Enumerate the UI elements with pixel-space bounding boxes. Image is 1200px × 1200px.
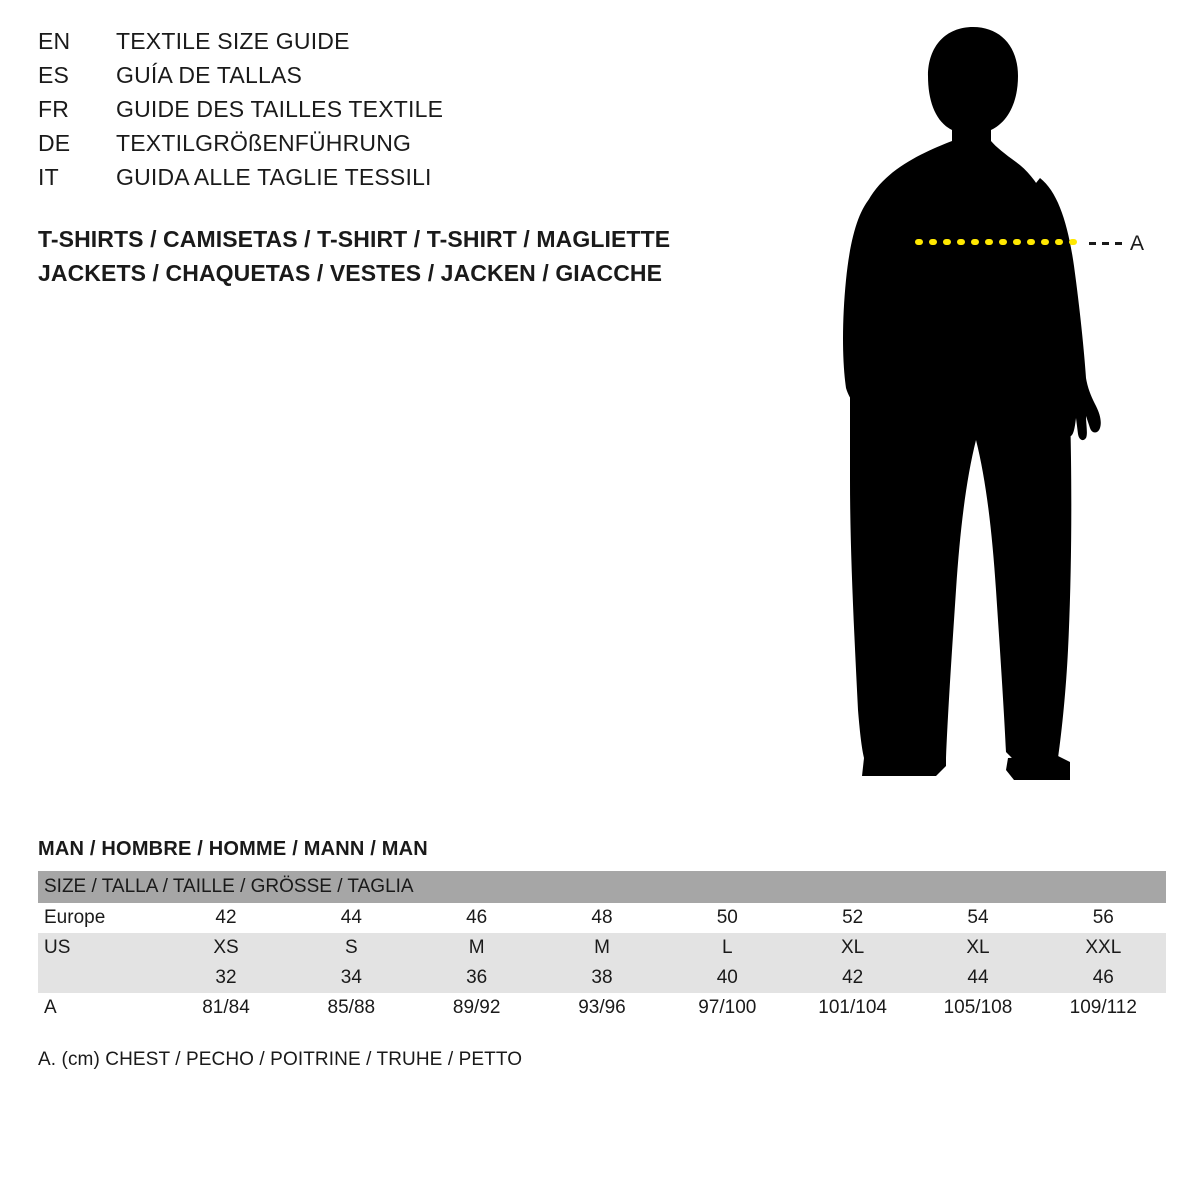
language-row — [38, 96, 738, 130]
table-cell: XL — [915, 933, 1040, 963]
measure-label-a: A — [1130, 232, 1145, 255]
language-code: ES — [38, 62, 70, 88]
table-title-man: MAN / HOMBRE / HOMME / MANN / MAN — [38, 838, 428, 860]
table-cell: 46 — [1041, 963, 1166, 993]
table-cell: 56 — [1041, 903, 1166, 933]
table-row — [38, 933, 1166, 963]
language-row — [38, 164, 738, 198]
table-cell: 97/100 — [665, 993, 790, 1023]
language-title: GUIDE DES TAILLES TEXTILE — [116, 96, 444, 122]
table-cell: 50 — [665, 903, 790, 933]
language-row — [38, 28, 738, 62]
table-cell: 44 — [915, 963, 1040, 993]
language-list — [38, 28, 738, 198]
table-cell: 105/108 — [915, 993, 1040, 1023]
size-table-section — [38, 838, 1166, 1071]
table-cell: S — [289, 933, 414, 963]
language-title: TEXTILE SIZE GUIDE — [116, 28, 350, 54]
table-cell: XL — [790, 933, 915, 963]
measure-leader-line — [1089, 242, 1123, 245]
table-row — [38, 993, 1166, 1023]
garment-categories — [38, 222, 798, 290]
table-cell: XXL — [1041, 933, 1166, 963]
table-cell: 42 — [163, 903, 288, 933]
table-cell: M — [414, 933, 539, 963]
table-cell: M — [539, 933, 664, 963]
table-row — [38, 903, 1166, 933]
language-row — [38, 62, 738, 96]
table-cell: 93/96 — [539, 993, 664, 1023]
table-row — [38, 963, 1166, 993]
man-silhouette-icon — [800, 10, 1190, 800]
table-header-label: SIZE / TALLA / TAILLE / GRÖSSE / TAGLIA — [38, 871, 1166, 903]
language-code: DE — [38, 130, 71, 156]
language-title: TEXTILGRÖßENFÜHRUNG — [116, 130, 412, 156]
table-cell: 54 — [915, 903, 1040, 933]
table-header-row — [38, 871, 1166, 903]
table-cell: 85/88 — [289, 993, 414, 1023]
table-cell: 52 — [790, 903, 915, 933]
size-table — [38, 871, 1166, 1023]
table-cell: 32 — [163, 963, 288, 993]
table-cell: 101/104 — [790, 993, 915, 1023]
language-code: IT — [38, 164, 59, 190]
table-cell: 36 — [414, 963, 539, 993]
language-title: GUÍA DE TALLAS — [116, 62, 303, 88]
table-cell: 81/84 — [163, 993, 288, 1023]
table-cell: XS — [163, 933, 288, 963]
table-cell: 40 — [665, 963, 790, 993]
table-cell: 109/112 — [1041, 993, 1166, 1023]
category-tshirts: T-SHIRTS / CAMISETAS / T-SHIRT / T-SHIRT / MAGLIETTE — [38, 226, 671, 252]
table-cell: 38 — [539, 963, 664, 993]
language-row — [38, 130, 738, 164]
table-cell: 34 — [289, 963, 414, 993]
body-silhouette-figure — [800, 10, 1190, 800]
table-cell: L — [665, 933, 790, 963]
row-label-europe: Europe — [38, 903, 163, 933]
table-cell: 46 — [414, 903, 539, 933]
language-code: EN — [38, 28, 71, 54]
row-label-a: A — [38, 993, 163, 1023]
table-cell: 89/92 — [414, 993, 539, 1023]
row-label-blank — [38, 963, 163, 993]
language-title: GUIDA ALLE TAGLIE TESSILI — [116, 164, 432, 190]
table-cell: 44 — [289, 903, 414, 933]
row-label-us: US — [38, 933, 163, 963]
language-code: FR — [38, 96, 70, 122]
table-cell: 48 — [539, 903, 664, 933]
table-footnote: A. (cm) CHEST / PECHO / POITRINE / TRUHE / PETTO — [38, 1049, 523, 1070]
table-cell: 42 — [790, 963, 915, 993]
category-jackets: JACKETS / CHAQUETAS / VESTES / JACKEN / GIACCHE — [38, 260, 663, 286]
